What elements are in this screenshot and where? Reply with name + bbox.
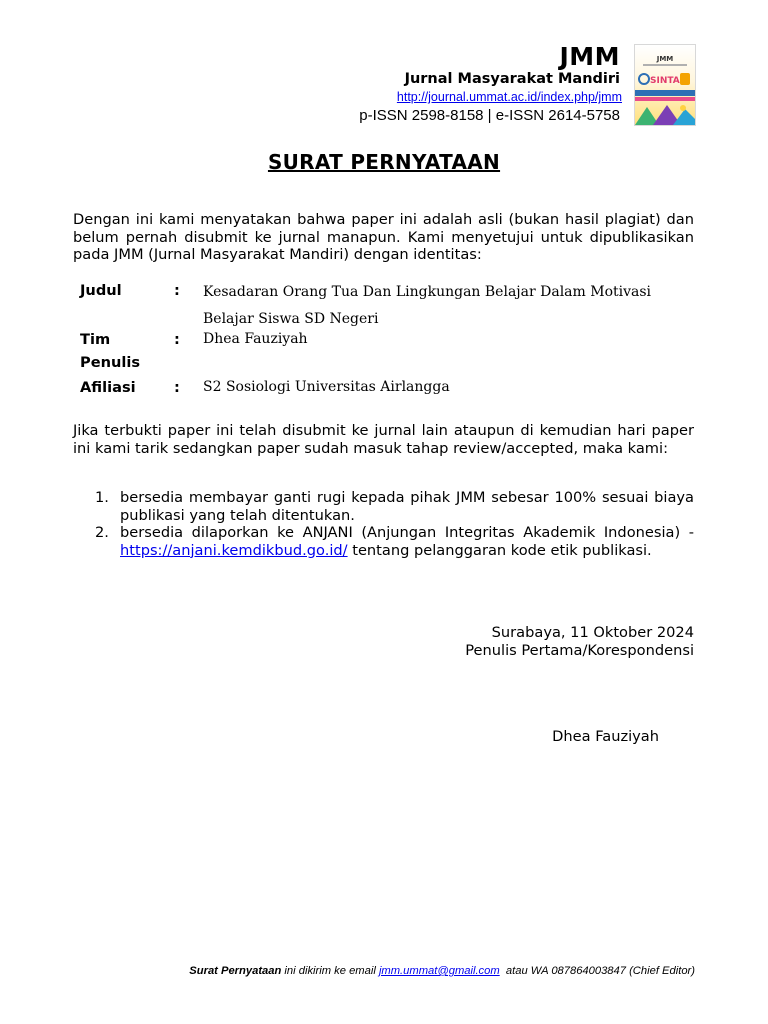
identity-label: Tim Penulis bbox=[80, 331, 141, 371]
signature-name: Dhea Fauziyah bbox=[552, 728, 659, 745]
list-item-text-tail: tentang pelanggaran kode etik publikasi. bbox=[347, 541, 652, 559]
cover-band-accent bbox=[635, 97, 695, 101]
intro-paragraph: Dengan ini kami menyatakan bahwa paper ini adalah asli (bukan hasil plagiat) dan belum pernah disubmit ke jurnal manapun. Kami menyetujui untuk dipublikasikan pada JMM (Jurnal Masyarakat Mandiri) dengan identitas: bbox=[73, 211, 694, 263]
identity-value: Kesadaran Orang Tua Dan Lingkungan Belajar Dalam Motivasi Belajar Siswa SD Negeri bbox=[203, 284, 652, 327]
svg-text:SINTA: SINTA bbox=[650, 76, 680, 86]
cover-band bbox=[635, 90, 695, 96]
identity-label: Afiliasi bbox=[80, 379, 136, 396]
list-item bbox=[73, 489, 694, 524]
journal-cover-image bbox=[634, 44, 696, 126]
list-item-text: bersedia dilaporkan ke ANJANI (Anjungan Integritas Akademik Indonesia) - bbox=[120, 524, 694, 541]
identity-label: Judul bbox=[80, 282, 122, 299]
cover-subtitle-line bbox=[643, 64, 687, 66]
cover-artwork-icon bbox=[635, 103, 695, 125]
footer-note bbox=[189, 965, 695, 977]
list-item-number: 1. bbox=[95, 489, 109, 506]
list-item-text: bersedia membayar ganti rugi kepada pihak JMM sebesar 100% sesuai biaya publikasi yang telah ditentukan. bbox=[120, 489, 694, 524]
cover-title: JMM bbox=[656, 55, 674, 63]
identity-colon: : bbox=[174, 331, 180, 348]
signature-place-date: Surabaya, 11 Oktober 2024 bbox=[491, 624, 694, 641]
identity-colon: : bbox=[174, 282, 180, 299]
sinta-logo-icon bbox=[638, 71, 692, 87]
anjani-link[interactable]: https://anjani.kemdikbud.go.id/ bbox=[120, 541, 348, 559]
journal-issn: p-ISSN 2598-8158 | e-ISSN 2614-5758 bbox=[359, 107, 620, 124]
document-title: SURAT PERNYATAAN bbox=[267, 150, 501, 174]
commitment-list bbox=[73, 489, 694, 559]
list-item-number: 2. bbox=[95, 524, 109, 541]
identity-value: S2 Sosiologi Universitas Airlangga bbox=[203, 379, 450, 395]
footer-text-tail: atau WA 087864003847 (Chief Editor) bbox=[499, 965, 695, 977]
signature-role: Penulis Pertama/Korespondensi bbox=[465, 642, 694, 659]
footer-text: ini dikirim ke email bbox=[281, 965, 379, 977]
identity-value: Dhea Fauziyah bbox=[203, 331, 308, 347]
footer-email-link[interactable]: jmm.ummat@gmail.com bbox=[378, 965, 500, 977]
journal-name: Jurnal Masyarakat Mandiri bbox=[404, 71, 620, 87]
journal-url-link[interactable]: http://journal.ummat.ac.id/index.php/jmm bbox=[396, 90, 622, 104]
list-item bbox=[73, 524, 694, 559]
condition-paragraph: Jika terbukti paper ini telah disubmit ke jurnal lain ataupun di kemudian hari paper ini kami tarik sedangkan paper sudah masuk tahap review/accepted, maka kami: bbox=[73, 422, 694, 457]
footer-bold: Surat Pernyataan bbox=[189, 965, 282, 977]
journal-acronym: JMM bbox=[559, 42, 620, 71]
identity-colon: : bbox=[174, 379, 180, 396]
